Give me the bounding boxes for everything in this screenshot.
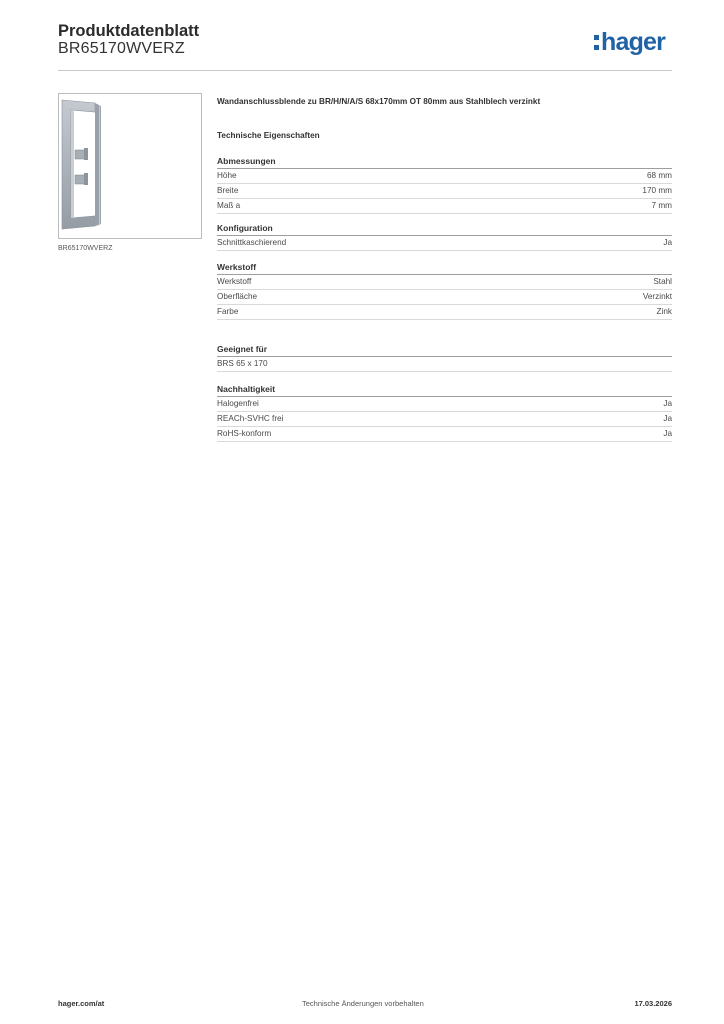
header-divider [58,70,672,71]
table-row: RoHS-konform Ja [217,427,672,442]
section-heading: Geeignet für [217,343,672,357]
table-row: Höhe 68 mm [217,169,672,184]
table-row: Breite 170 mm [217,184,672,199]
product-code: BR65170WVERZ [58,40,185,57]
table-row: Farbe Zink [217,305,672,320]
table-row: Maß a 7 mm [217,199,672,214]
section-heading: Nachhaltigkeit [217,383,672,397]
table-row: Halogenfrei Ja [217,397,672,412]
hager-logo: hager [594,28,665,56]
cover-plate-illustration [59,94,201,238]
footer-date: 17.03.2026 [634,999,672,1008]
table-row: Schnittkaschierend Ja [217,236,672,251]
section-heading: Konfiguration [217,222,672,236]
image-caption: BR65170WVERZ [58,245,113,252]
section-werkstoff [217,261,672,320]
table-row: REACh-SVHC frei Ja [217,412,672,427]
section-heading: Abmessungen [217,155,672,169]
table-row: Werkstoff Stahl [217,275,672,290]
section-heading: Werkstoff [217,261,672,275]
table-row: BRS 65 x 170 [217,357,672,372]
table-row: Oberfläche Verzinkt [217,290,672,305]
section-nachhaltigkeit [217,383,672,442]
section-geeignet [217,343,672,372]
footer-notice: Technische Änderungen vorbehalten [302,999,424,1008]
product-description: Wandanschlussblende zu BR/H/N/A/S 68x170mm OT 80mm aus Stahlblech verzinkt [217,97,541,106]
product-image [58,93,202,239]
properties-heading: Technische Eigenschaften [217,131,320,140]
logo-dots-icon [594,35,599,51]
section-konfiguration [217,222,672,251]
footer-website[interactable]: hager.com/at [58,999,105,1008]
section-abmessungen [217,155,672,214]
page-title: Produktdatenblatt [58,22,200,40]
